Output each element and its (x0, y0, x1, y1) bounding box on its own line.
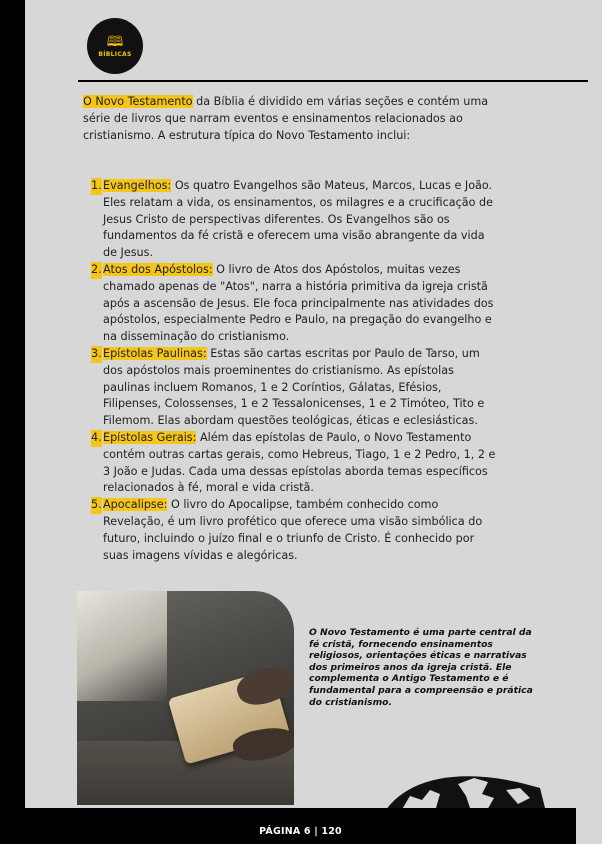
item-text: Estas são cartas escritas por Paulo de Tarso, um dos apóstolos mais proeminentes do cristianismo. As epístolas paulinas incluem Romanos, 1 e 2 Coríntios, Gálatas, Efésios, Filipenses, Colossenses, 1 e 2 Tessalonicenses, 1 e 2 Timóteo, Tito e Filemom. Elas abordam questões teológicas, éticas e eclesiásticas. (103, 346, 485, 428)
item-number: 2. (91, 262, 102, 279)
summary-quote: O Novo Testamento é uma parte central da fé cristã, fornecendo ensinamentos religiosos, orientações éticas e narrativas dos primeiros anos da igreja cristã. Ele complementa o Antigo Testamento e é fundamental para a compreensão e prática do cristianismo. (309, 627, 533, 708)
list-item (91, 262, 501, 346)
new-testament-sections-list (91, 178, 501, 564)
biblicas-logo (87, 18, 143, 74)
list-item (91, 346, 501, 430)
intro-highlight: O Novo Testamento (83, 95, 193, 108)
item-term: Evangelhos: (103, 179, 172, 192)
item-text: Além das epístolas de Paulo, o Novo Testamento contém outras cartas gerais, como Hebreus, Tiago, 1 e 2 Pedro, 1, 2 e 3 João e Judas. Cada uma dessas epístolas aborda temas específicos relacionados à fé, moral e vida cristã. (103, 430, 496, 495)
item-number: 4. (91, 430, 102, 447)
header-divider (78, 80, 588, 82)
bible-reading-photo (77, 591, 294, 805)
list-item (91, 497, 501, 564)
item-number: 1. (91, 178, 102, 195)
list-item (91, 178, 501, 262)
list-item (91, 430, 501, 497)
left-black-bar (0, 0, 25, 844)
item-number: 3. (91, 346, 102, 363)
item-number: 5. (91, 497, 102, 514)
page-footer (25, 808, 576, 844)
page-number: PÁGINA 6 | 120 (259, 825, 342, 837)
item-text: O livro do Apocalipse, também conhecido como Revelação, é um livro profético que oferece uma visão simbólica do futuro, incluindo o juízo final e o triunfo de Cristo. É conhecido por suas imagens vívidas e alegóricas. (103, 498, 483, 562)
open-book-icon: 🕮 (106, 33, 124, 50)
item-term: Epístolas Gerais: (103, 430, 197, 444)
item-term: Atos dos Apóstolos: (103, 262, 213, 276)
intro-paragraph (83, 94, 513, 144)
window-light (77, 591, 167, 701)
item-term: Epístolas Paulinas: (103, 346, 207, 360)
intro-text: da Bíblia é dividido em várias seções e contém uma série de livros que narram eventos e ensinamentos relacionados ao cristianismo. A estrutura típica do Novo Testamento inclui: (83, 95, 489, 142)
item-term: Apocalipse: (103, 498, 168, 512)
logo-text: BÍBLICAS (98, 50, 132, 58)
item-text: O livro de Atos dos Apóstolos, muitas vezes chamado apenas de "Atos", narra a história primitiva da igreja cristã após a ascensão de Jesus. Ele foca principalmente nas atividades dos apóstolos, especialmente Pedro e Paulo, na pregação do evangelho e na disseminação do cristianismo. (103, 262, 494, 344)
item-text: Os quatro Evangelhos são Mateus, Marcos, Lucas e João. Eles relatam a vida, os ensinamentos, os milagres e a crucificação de Jesus Cristo de perspectivas diferentes. Os Evangelhos são os fundamentos da fé cristã e oferecem uma visão abrangente da vida de Jesus. (103, 179, 493, 260)
